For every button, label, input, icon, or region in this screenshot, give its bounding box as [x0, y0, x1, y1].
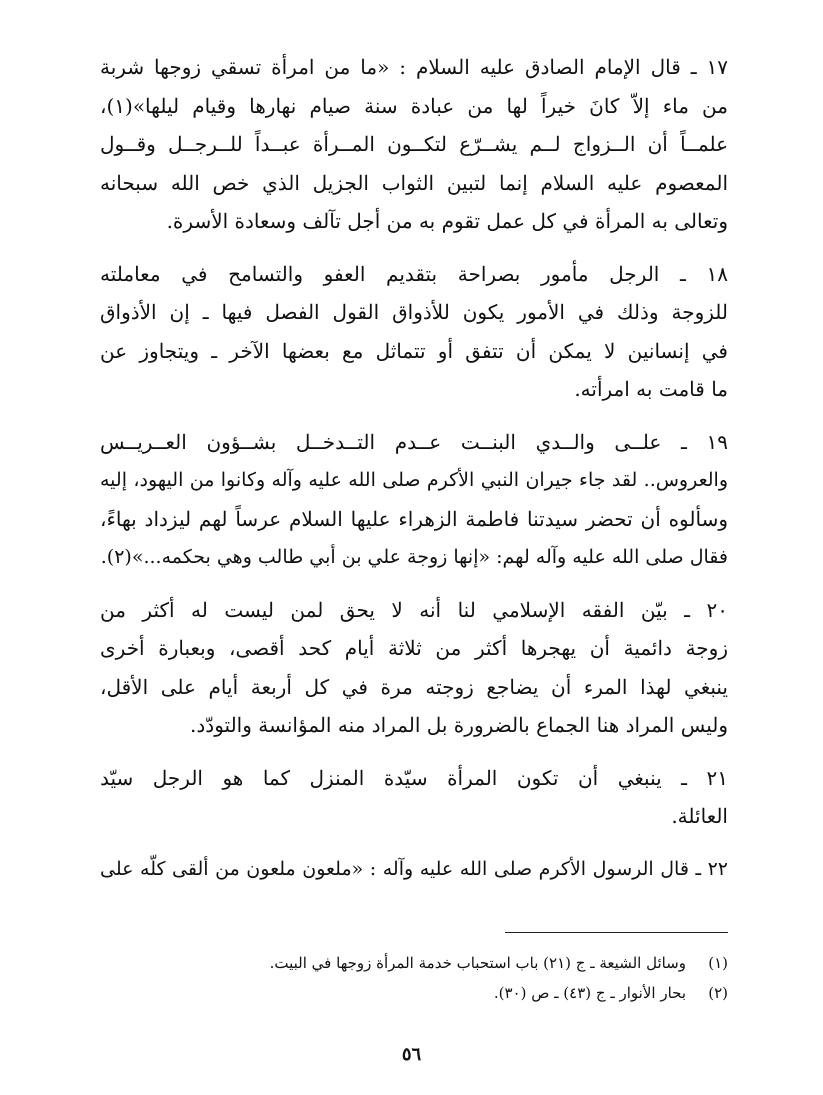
- text-line: وليس المراد هنا الجماع بالضرورة بل المراد منه المؤانسة والتودّد.: [190, 713, 728, 737]
- text-line: ما قامت به امرأته.: [574, 377, 728, 401]
- page-number: ٥٦: [401, 1044, 422, 1065]
- paragraph-21: [100, 759, 728, 836]
- footnote-2: [160, 978, 728, 1008]
- text-line: ٢٢ ـ قال الرسول الأكرم صلى الله عليه وآله : «ملعون ملعون من ألقى كلّه على: [100, 857, 728, 880]
- footnote-text: وسائل الشيعة ـ ج (٢١) باب استحباب خدمة المرأة زوجها في البيت.: [269, 954, 686, 972]
- text-line: في إنسانين لا يمكن أن تتفق أو تتماثل مع بعضها الآخر ـ ويتجاوز عن: [100, 338, 728, 363]
- text-line: ١٨ ـ الرجل مأمور بصراحة بتقديم العفو والتسامح في معاملته: [100, 261, 728, 286]
- text-line: العائلة.: [671, 804, 728, 828]
- text-line: وتعالى به المرأة في كل عمل تقوم به من أجل تآلف وسعادة الأسرة.: [166, 209, 728, 233]
- paragraph-17: [100, 48, 728, 241]
- text-line: فقال صلى الله عليه وآله لهم: «إنها زوجة علي بن أبي طالب وهي بحكمه...»(٢).: [100, 546, 728, 568]
- text-line: للزوجة وذلك في الأمور يكون للأذواق القول الفصل فيها ـ إن الأذواق: [100, 300, 728, 324]
- text-line: وسألوه أن تحضر سيدتنا فاطمة الزهراء عليها السلام عرساً لهم ليزداد بهاءً،: [100, 506, 728, 531]
- text-line: والعروس.. لقد جاء جيران النبي الأكرم صلى الله عليه وآله وكانوا من اليهود، إليه: [100, 469, 728, 491]
- text-line: ٢٠ ـ بيّن الفقه الإسلامي لنا أنه لا يحق لمن ليست له أكثر من: [100, 597, 728, 622]
- paragraph-18: [100, 255, 728, 409]
- paragraph-22: [100, 850, 728, 889]
- text-line: علمــاً أن الــزواج لــم يشــرّع لتكــون المــرأة عبــداً للــرجــل وقــول: [100, 132, 728, 156]
- text-line: ١٧ ـ قال الإمام الصادق عليه السلام : «ما من امرأة تسقي زوجها شربة: [100, 55, 728, 79]
- footnotes: [160, 948, 728, 1008]
- text-line: ١٩ ـ علــى والــدي البنــت عــدم التــدخــل بشــؤون العــريــس: [100, 429, 728, 454]
- text-line: المعصوم عليه السلام إنما لتبين الثواب الجزيل الذي خص الله سبحانه: [100, 170, 728, 195]
- paragraph-20: [100, 591, 728, 745]
- footnote-number: (١): [708, 954, 728, 972]
- footnote-divider: [505, 932, 728, 933]
- paragraph-19: [100, 423, 728, 577]
- text-line: من ماء إلاّ كانَ خيراً لها من عبادة سنة صيام نهارها وقيام ليلها»(١)،: [100, 93, 728, 118]
- footnote-number: (٢): [708, 984, 728, 1002]
- main-text: [100, 48, 728, 902]
- footnote-1: [160, 948, 728, 978]
- text-line: ٢١ ـ ينبغي أن تكون المرأة سيّدة المنزل كما هو الرجل سيّد: [100, 765, 729, 790]
- text-line: زوجة دائمية أن يهجرها أكثر من ثلاثة أيام كحد أقصى، وبعبارة أخرى: [100, 636, 728, 660]
- text-line: ينبغي لهذا المرء أن يضاجع زوجته مرة في كل أربعة أيام على الأقل،: [100, 674, 728, 699]
- footnote-text: بحار الأنوار ـ ج (٤٣) ـ ص (٣٠).: [493, 984, 686, 1002]
